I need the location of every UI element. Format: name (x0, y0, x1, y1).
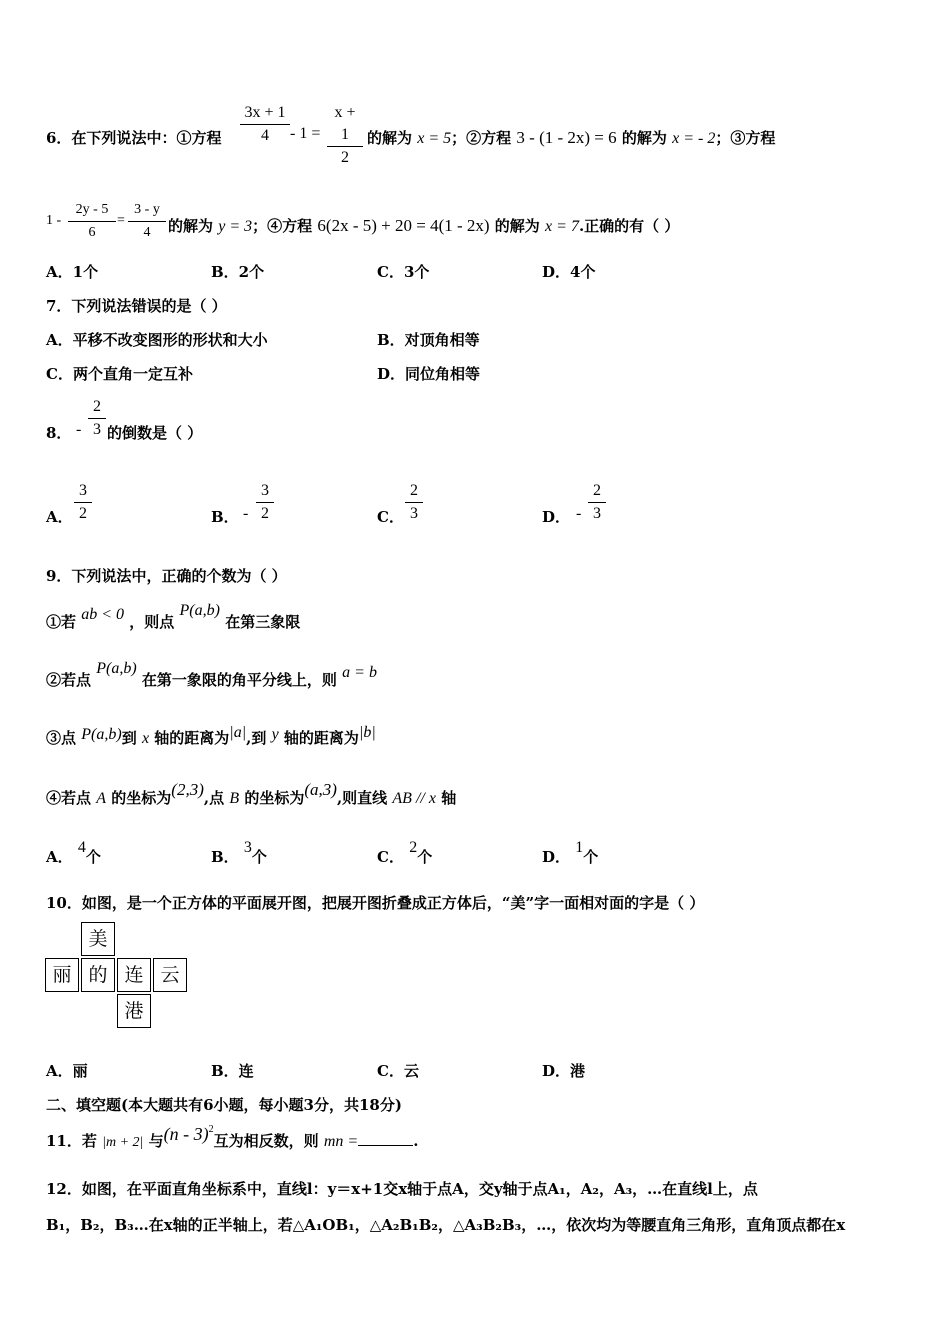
q9-s2 (46, 660, 377, 690)
q6-option-a: A．1个 (46, 263, 99, 281)
q9-s4-m3: B (229, 790, 240, 807)
q8-label-a: A． (46, 508, 73, 526)
q7-option-a: A．平移不改变图形的形状和大小 (46, 331, 268, 349)
q9-s3-e: 轴的距离为 (283, 729, 359, 747)
q8-opt-a-frac (74, 480, 92, 525)
q6-prefix: 6．在下列说法中：①方程 (46, 129, 222, 147)
q6-sol-text-1: 的解为 (367, 129, 413, 147)
q8-opt-a-den: 2 (79, 505, 87, 522)
q8-den: 3 (93, 421, 101, 438)
q6-eq1-frac-right (327, 102, 363, 169)
net-top-cell: 美 (81, 922, 115, 956)
q9-s4-f: 轴 (441, 789, 457, 807)
q10-stem: 10．如图，是一个正方体的平面展开图，把展开图折叠成正方体后，“美”字一面相对面的字是（ ） (46, 894, 705, 912)
net-row-cell-4: 云 (153, 958, 187, 992)
q9-option-c-num: 2 (409, 839, 418, 856)
q11-mid2: 互为相反数，则 (213, 1132, 319, 1150)
q9-s1-c: 在第三象限 (225, 613, 301, 631)
section-2-heading: 二、填空题(本大题共有6小题，每小题3分，共18分) (46, 1096, 402, 1114)
q8-opt-a-num: 3 (74, 480, 92, 503)
q8-opt-c-frac (405, 480, 423, 525)
q9-s2-b: 在第一象限的角平分线上，则 (141, 671, 337, 689)
q9-option-c-unit: 个 (417, 848, 433, 866)
q9-stem: 9．下列说法中，正确的个数为（ ） (46, 567, 287, 585)
q10-option-b: B．连 (211, 1062, 254, 1080)
q6-eq3-den1: 6 (88, 225, 96, 240)
q8-opt-d-den: 3 (593, 505, 601, 522)
q11-mn: mn = (323, 1133, 359, 1150)
q9-option-c (377, 839, 433, 867)
q9-s2-m1: P(a,b) (96, 660, 137, 677)
q9-s1-m1: ab < 0 (81, 606, 125, 623)
q11-abs-expr: |m + 2| (102, 1135, 144, 1150)
q9-s1-a: ①若 (46, 613, 77, 631)
q6-eq1-frac-left (240, 102, 290, 147)
q9-s2-m2: a = b (342, 664, 377, 681)
q9-option-a-label: A． (46, 848, 73, 866)
q6-eq1-left-den: 4 (261, 127, 269, 144)
q9-s3-m3: |a| (229, 724, 247, 741)
q6-eq3-num2: 3 - y (128, 199, 166, 222)
q6-sep4: ；④方程 (252, 217, 313, 235)
q6-sol2: x = - 2 (672, 130, 716, 147)
q6-sol3: y = 3 (218, 218, 253, 235)
q9-s4-m5: AB // x (392, 790, 436, 807)
net-row-cell-3: 连 (117, 958, 151, 992)
q8-opt-b-den: 2 (261, 505, 269, 522)
q11-suffix: . (413, 1132, 419, 1150)
q7-option-b: B．对顶角相等 (377, 331, 480, 349)
q8-opt-b-frac (256, 480, 274, 525)
q6-suffix: .正确的有（ ） (578, 217, 680, 235)
q6-line1 (46, 127, 221, 148)
q9-option-d (542, 839, 599, 867)
q6-sol-text-4: 的解为 (494, 217, 540, 235)
q9-s4-m4: (a,3) (304, 780, 337, 799)
q9-option-d-unit: 个 (583, 848, 599, 866)
q8-opt-b-num: 3 (256, 480, 274, 503)
q9-s4-m2: (2,3) (171, 780, 204, 799)
q9-option-a-num: 4 (77, 839, 86, 856)
q9-s4-e: ,则直线 (336, 789, 388, 807)
q9-s1-b: ，则点 (129, 613, 175, 631)
q11-answer-blank[interactable] (358, 1131, 413, 1146)
q6-line1b (367, 127, 775, 148)
q10-option-a: A．丽 (46, 1062, 88, 1080)
q6-eq3-eq: = (117, 213, 125, 228)
q6-eq3-frac1 (68, 199, 116, 244)
q9-s3-d: ,到 (246, 729, 267, 747)
q6-eq1-right-num: x + 1 (327, 102, 363, 147)
q9-s2-a: ②若点 (46, 671, 92, 689)
q9-s3-m1: P(a,b) (81, 726, 122, 743)
q9-s3-c: 轴的距离为 (154, 729, 230, 747)
q9-s4-c: ,点 (203, 789, 225, 807)
q6-eq1-left-num: 3x + 1 (240, 102, 290, 125)
q6-eq1-right-den: 2 (341, 149, 349, 166)
q9-option-b-unit: 个 (251, 848, 267, 866)
q9-s3-m4: y (271, 726, 279, 743)
q7-option-c: C．两个直角一定互补 (46, 365, 193, 383)
q9-s3-m5: |b| (358, 724, 376, 741)
q9-s3-a: ③点 (46, 729, 77, 747)
q8-prefix: 8． (46, 424, 72, 442)
q8-frac (88, 396, 106, 441)
q11-line (46, 1124, 419, 1151)
q6-eq3-num1: 2y - 5 (68, 199, 116, 222)
q7-option-d: D．同位角相等 (377, 365, 481, 383)
net-row-cell-1: 丽 (45, 958, 79, 992)
net-row-cell-2: 的 (81, 958, 115, 992)
q6-eq3-den2: 4 (143, 225, 151, 240)
q6-option-b: B．2个 (211, 263, 265, 281)
q10-option-d: D．港 (542, 1062, 586, 1080)
q9-s4 (46, 780, 457, 808)
q9-option-a (46, 839, 101, 867)
q6-eq3-lead: 1 - (46, 213, 62, 228)
q6-sol4: x = 7 (545, 218, 579, 235)
q8-label-c: C． (377, 508, 404, 526)
q8-opt-d-sign: - (576, 505, 582, 522)
q8-suffix: 的倒数是（ ） (107, 424, 203, 442)
q8-num: 2 (88, 396, 106, 419)
q6-sol-text-2: 的解为 (621, 129, 667, 147)
q9-s4-d: 的坐标为 (244, 789, 305, 807)
q8-label-d: D． (542, 508, 571, 526)
q9-option-b (211, 839, 267, 867)
q8-opt-c-den: 3 (410, 505, 418, 522)
q10-option-c: C．云 (377, 1062, 419, 1080)
q9-s4-b: 的坐标为 (111, 789, 172, 807)
q6-eq3-frac2 (128, 199, 166, 244)
q12-line1: 12．如图，在平面直角坐标系中，直线l：y＝x+1交x轴于点A，交y轴于点A₁，A₂，A₃，…在直线l上，点 (46, 1180, 758, 1198)
q9-option-b-num: 3 (243, 839, 252, 856)
q9-s3 (46, 724, 376, 748)
q9-option-a-unit: 个 (85, 848, 101, 866)
q8-opt-d-frac (588, 480, 606, 525)
q9-s4-m1: A (96, 790, 107, 807)
q6-sep2: ；②方程 (451, 129, 512, 147)
q6-eq2: 3 - (1 - 2x) = 6 (516, 128, 617, 147)
q9-option-b-label: B． (211, 848, 239, 866)
q9-option-c-label: C． (377, 848, 404, 866)
q12-line2: B₁，B₂，B₃…在x轴的正半轴上，若△A₁OB₁，△A₂B₁B₂，△A₃B₂B₃，…，依次均为等腰直角三角形，直角顶点都在x (46, 1216, 846, 1234)
q9-option-d-label: D． (542, 848, 571, 866)
q11-prefix: 11．若 (46, 1132, 97, 1150)
q9-s4-a: ④若点 (46, 789, 92, 807)
q9-s3-b: 到 (121, 729, 137, 747)
q6-sol1: x = 5 (417, 130, 452, 147)
q8-opt-b-sign: - (243, 505, 249, 522)
q9-option-d-num: 1 (575, 839, 584, 856)
q11-mid: 与 (148, 1132, 164, 1150)
q8-opt-c-num: 2 (405, 480, 423, 503)
net-bottom-cell: 港 (117, 994, 151, 1028)
q7-stem: 7．下列说法错误的是（ ） (46, 297, 227, 315)
q11-exponent: 2 (208, 1124, 214, 1135)
q8-neg: - (76, 421, 82, 438)
q9-s1 (46, 602, 301, 632)
q6-line2 (168, 215, 679, 236)
q6-option-d: D．4个 (542, 263, 596, 281)
q6-eq1-mid: - 1 = (290, 125, 321, 142)
q6-option-c: C．3个 (377, 263, 430, 281)
q9-s1-m2: P(a,b) (179, 602, 220, 619)
q11-square-expr: (n - 3) (163, 1124, 209, 1144)
q8-label-b: B． (211, 508, 239, 526)
q8-opt-d-num: 2 (588, 480, 606, 503)
q6-sep3: ；③方程 (715, 129, 776, 147)
q6-sol-text-3: 的解为 (168, 217, 214, 235)
q6-eq4: 6(2x - 5) + 20 = 4(1 - 2x) (317, 216, 490, 235)
q9-s3-m2: x (141, 730, 150, 747)
